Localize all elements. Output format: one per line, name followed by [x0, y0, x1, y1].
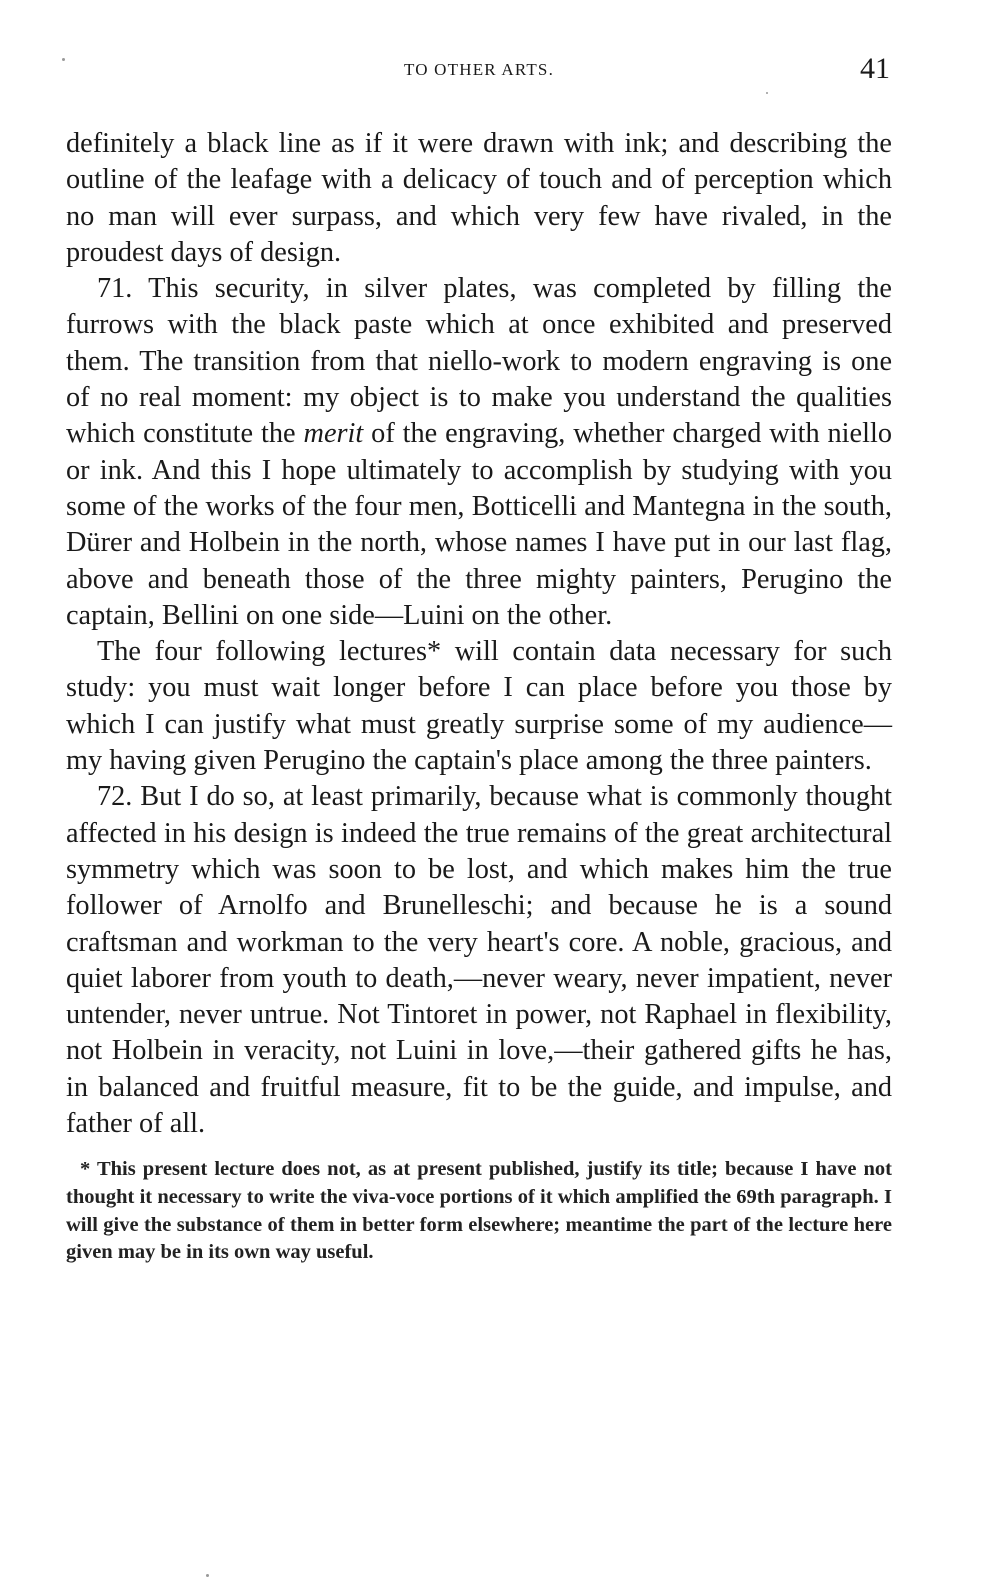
paragraph-72: 72. But I do so, at least primarily, because what is commonly thought affected in his design is indeed the true remains of the great architectural symmetry which was soon to be lost, and which makes him the true follower of Arnolfo and Brunelleschi; and because he is a sound craftsman and workman to the very heart's core. A noble, gracious, and quiet laborer from youth to death,—never weary, never impatient, never untender, never untrue. Not Tintoret in power, not Raphael in flexibility, not Holbein in veracity, not Luini in love,—their gathered gifts he has, in balanced and fruitful measure, fit to be the guide, and impulse, and father of all.	[66, 781, 892, 1140]
page-header	[66, 48, 892, 96]
page-number: 41	[860, 52, 890, 85]
paragraph-71	[66, 271, 892, 634]
paper-speck	[62, 58, 65, 61]
paper-speck	[206, 1574, 209, 1577]
page-content	[66, 48, 892, 1267]
paragraph-71-emphasis: merit	[303, 418, 364, 450]
paragraph-lectures: The four following lectures* will contain data necessary for such study: you must wait longer before I can place before you those by which I can justify what must greatly surprise some of my audience—my having given Perugino the captain's place among the three painters.	[66, 636, 892, 777]
body-text	[66, 126, 892, 1142]
footnote-text: * This present lecture does not, as at present published, justify its title; because I have not thought it necessary to write the viva-voce portions of it which amplified the 69th paragraph. I will give the substance of them in better form elsewhere; meantime the part of the lecture here given may be in its own way useful.	[66, 1158, 892, 1264]
paragraph-continuation: definitely a black line as if it were drawn with ink; and describing the outline of the leafage with a delicacy of touch and of perception which no man will ever surpass, and which very few have rivaled, in the proudest days of design.	[66, 128, 892, 268]
paper-speck	[766, 92, 768, 94]
paragraph-71-text-b: of the engraving, whether charged with niello or ink. And this I hope ultimately to accomplish by studying with you some of the works of the four men, Botticelli and Mantegna in the south, Dürer and Holbein in the north, whose names I have put in our last flag, above and beneath those of the three mighty painters, Perugino the captain, Bellini on one side—Luini on the other.	[66, 418, 892, 631]
paragraph-71-text-a: 71. This security, in silver plates, was completed by filling the furrows with the black paste which at once exhibited and preserved them. The transition from that niello-work to modern engraving is one of no real moment: my object is to make you understand the qualities which constitute the	[66, 273, 892, 450]
running-head: TO OTHER ARTS.	[403, 60, 555, 79]
footnote	[66, 1156, 892, 1266]
